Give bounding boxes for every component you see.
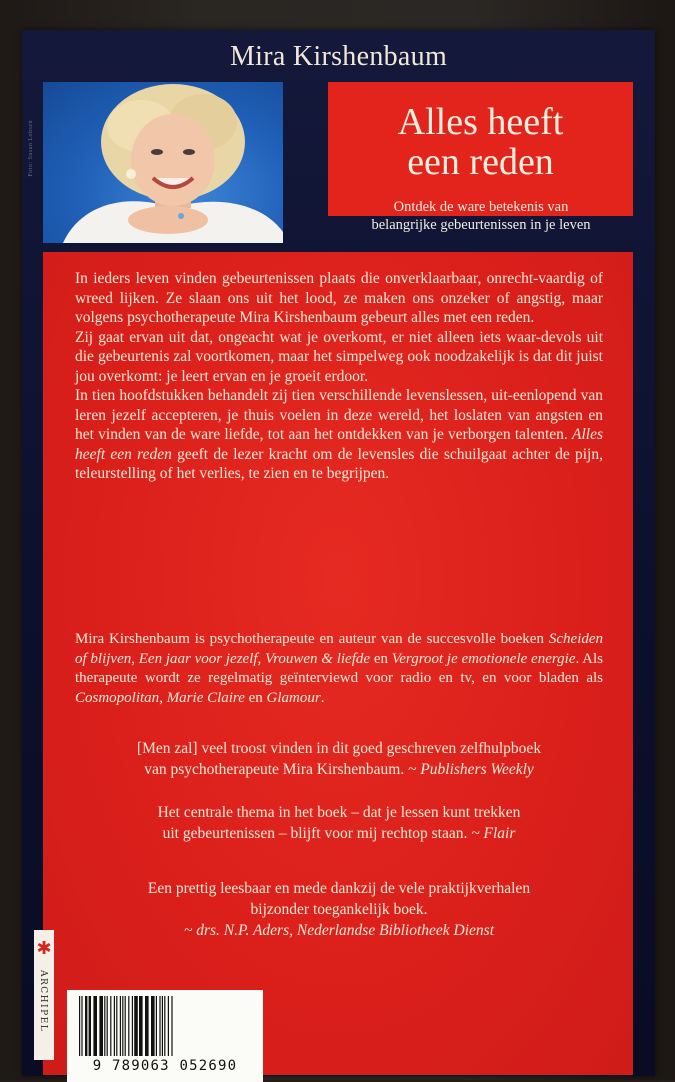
review-quote-3 xyxy=(63,878,615,941)
bio-and-2: en xyxy=(248,689,263,706)
barcode-bar xyxy=(114,996,115,1056)
review-quote-1 xyxy=(63,738,615,780)
barcode-bar xyxy=(132,996,133,1056)
barcode-bar xyxy=(93,996,97,1056)
review-quote-2 xyxy=(63,802,615,844)
blurb-text xyxy=(75,269,603,484)
bio-book-2: Een jaar voor jezelf xyxy=(138,650,258,667)
barcode-bar xyxy=(162,996,163,1056)
barcode-bar xyxy=(168,996,169,1056)
author-portrait xyxy=(43,82,283,243)
barcode-bar xyxy=(89,996,91,1056)
subtitle-line2: belangrijke gebeurtenissen in je leven xyxy=(371,217,591,233)
isbn-number: 9 789063 052690 xyxy=(92,1058,238,1074)
quote-2-line-2: uit gebeurtenissen – blijft voor mij rechtop staan. xyxy=(162,825,468,842)
blurb-paragraph-2: Zij gaat ervan uit dat, ongeacht wat je overkomt, er niet alleen iets waar-devols uit die gebeurtenis zal voortkomen, maar het simpelweg ook noodzakelijk is dat dit juist jou overkomt: je leert ervan en je groeit erdoor. xyxy=(75,328,603,385)
barcode-bar xyxy=(120,996,121,1056)
book-title-line2: een reden xyxy=(407,141,554,183)
bio-magazine-3: Glamour xyxy=(266,689,321,706)
barcode-bar xyxy=(104,996,105,1056)
bio-magazine-1: Cosmopolitan xyxy=(75,689,160,706)
bio-book-1: Scheiden of blijven xyxy=(75,631,604,667)
barcode-bar xyxy=(110,996,111,1056)
title-box xyxy=(328,82,633,216)
blurb-p3-title: Alles heeft een reden xyxy=(75,426,603,463)
publisher-logo xyxy=(34,930,54,1060)
isbn-barcode xyxy=(67,990,263,1082)
quote-2-source: ~ Flair xyxy=(471,825,516,842)
quote-1-source: ~ Publishers Weekly xyxy=(408,761,534,778)
quote-3-source: ~ drs. N.P. Aders, Nederlandse Bibliotheek Dienst xyxy=(183,922,495,939)
barcode-bar xyxy=(156,996,157,1056)
blurb-p3-end: geeft de lezer kracht om de levensles die schuilgaat achter de pijn, teleurstelling of het verlies, te zien en te begrijpen. xyxy=(75,445,603,482)
book-title xyxy=(328,102,633,182)
blurb-panel xyxy=(43,252,633,1075)
blurb-paragraph-1: In ieders leven vinden gebeurtenissen plaats die onverklaarbaar, onrecht-vaardig of wreed lijken. Ze slaan ons uit het lood, ze maken ons onzeker of angstig, maar volgens psychotherapeute Mira Kirshenbaum gebeurt alles met een reden. xyxy=(75,270,603,326)
barcode-bar xyxy=(139,996,143,1056)
bio-book-4: Vergroot je emotionele energie xyxy=(391,650,576,667)
barcode-bar xyxy=(116,996,117,1056)
blurb-p3-start: In tien hoofdstukken behandelt zij tien verschillende levenslessen, uit-eenlopend van leren jezelf accepteren, je thuis voelen in deze wereld, het loslaten van angsten en het vinden van de ware liefde, tot aan het ontdekken van je verborgen talenten. xyxy=(75,387,603,443)
barcode-bar xyxy=(128,996,129,1056)
quote-2-line-1: Het centrale thema in het boek – dat je lessen kunt trekken xyxy=(157,804,521,821)
barcode-bar xyxy=(159,996,160,1056)
blurb-paragraph-3 xyxy=(75,386,603,484)
barcode-bar xyxy=(122,996,123,1056)
barcode-bars xyxy=(77,996,253,1056)
author-portrait-illustration xyxy=(43,82,283,243)
bio-intro: Mira Kirshenbaum is psychotherapeute en auteur van de succesvolle boeken xyxy=(75,631,544,647)
barcode-bar xyxy=(99,996,103,1056)
barcode-bar xyxy=(134,996,138,1056)
bio-mid: . Als therapeute wordt ze regelmatig geïnterviewd voor radio en tv, en voor bladen als xyxy=(75,650,604,686)
photo-credit: Foto: Susan Lohsen xyxy=(28,120,34,177)
bio-and-1: en xyxy=(373,650,388,667)
asterisk-star-icon: ✱ xyxy=(36,938,52,959)
subtitle-line1: Ontdek de ware betekenis van xyxy=(393,199,569,215)
author-name: Mira Kirshenbaum xyxy=(229,41,448,72)
barcode-bar xyxy=(79,996,80,1056)
quote-3-line-1: Een prettig leesbaar en mede dankzij de vele praktijkverhalen xyxy=(147,880,531,897)
barcode-bar xyxy=(107,996,108,1056)
quote-1-line-1: [Men zal] veel troost vinden in dit goed geschreven zelfhulpboek xyxy=(136,740,542,757)
barcode-bar xyxy=(85,996,87,1056)
bio-magazine-2: Marie Claire xyxy=(166,689,245,706)
barcode-bar xyxy=(151,996,155,1056)
barcode-bar xyxy=(145,996,149,1056)
barcode-bar xyxy=(164,996,165,1056)
publisher-name: ARCHIPEL xyxy=(38,970,48,1033)
book-back-cover xyxy=(22,30,655,1076)
author-bio: Mira Kirshenbaum is psychotherapeute en auteur van de succesvolle boeken Scheiden of blijven, Een jaar voor jezelf, Vrouwen & liefde en Vergroot je emotionele energie. Als therapeute wordt ze regelmatig geïnterviewd voor radio en tv, en voor bladen als Cosmopolitan, Marie Claire en Glamour. xyxy=(75,631,604,706)
quote-1-line-2: van psychotherapeute Mira Kirshenbaum. xyxy=(144,761,405,778)
barcode-bar xyxy=(81,996,82,1056)
book-title-line1: Alles heeft xyxy=(397,101,564,143)
book-subtitle xyxy=(322,198,640,234)
bio-book-3: Vrouwen & liefde xyxy=(265,650,371,667)
quote-3-line-2: bijzonder toegankelijk boek. xyxy=(250,901,428,918)
barcode-bar xyxy=(125,996,126,1056)
barcode-bar xyxy=(171,996,172,1056)
